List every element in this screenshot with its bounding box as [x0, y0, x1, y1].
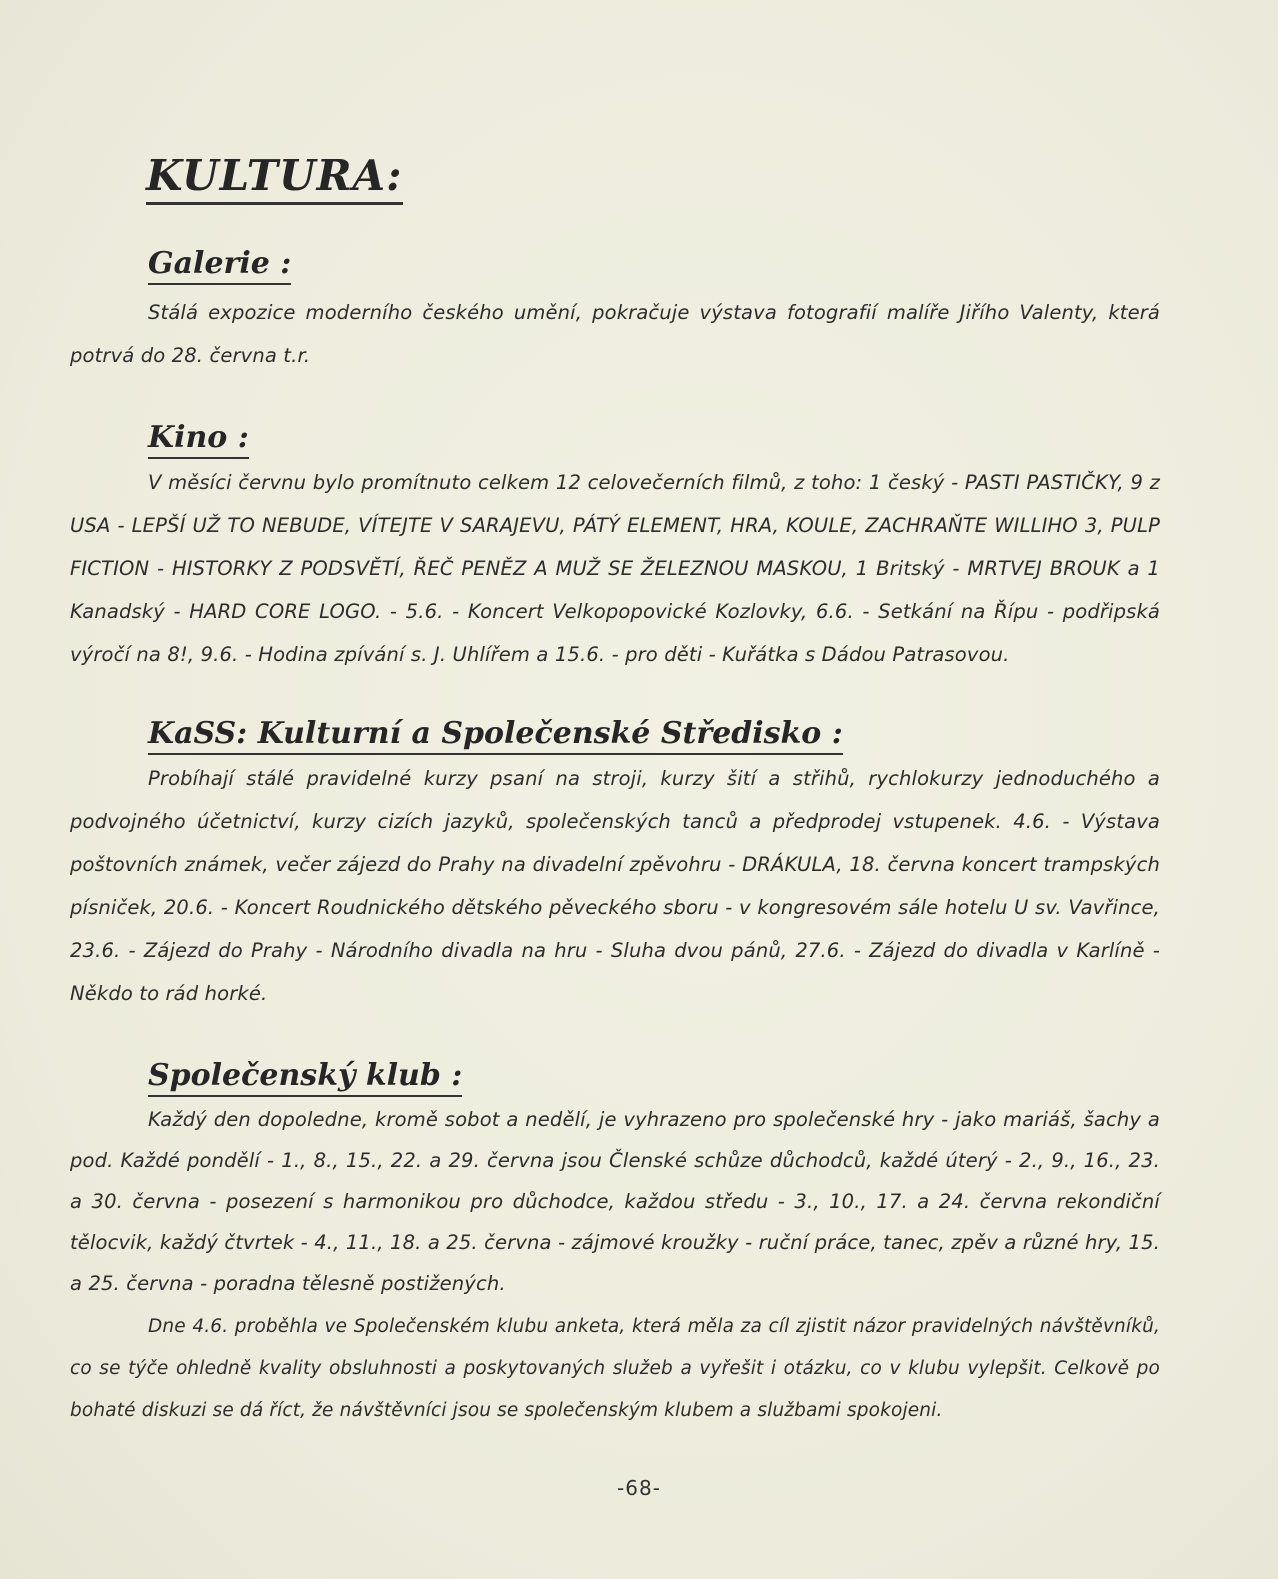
section-heading-galerie: Galerie : [148, 246, 291, 285]
paragraph-klub-anketa: Dne 4.6. proběhla ve Společenském klubu anketa, která měla za cíl zjistit názor pravidelných návštěvníků, co se týče ohledně kvality obsluhnosti a poskytovaných služeb a vyřešit i otázku, co v klubu vylepšit. Celkově po bohaté diskuzi se dá říct, že návštěvníci jsou se společenským klubem a službami spokojeni. [70, 1316, 1160, 1421]
page-title: KULTURA: [146, 152, 403, 205]
section-spolecensky-klub [70, 1058, 1160, 1432]
section-heading-kass: KaSS: Kulturní a Společenské Středisko : [148, 716, 843, 755]
section-galerie [70, 246, 1160, 377]
section-heading-spolecensky-klub: Společenský klub : [148, 1058, 462, 1097]
section-kass [70, 716, 1160, 1015]
paragraph-kino: V měsíci červnu bylo promítnuto celkem 12 celovečerních filmů, z toho: 1 český - PASTI PASTIČKY, 9 z USA - LEPŠÍ UŽ TO NEBUDE, VÍTEJTE V SARAJEVU, PÁTÝ ELEMENT, HRA, KOULE, ZACHRAŇTE WILLIHO 3, PULP FICTION - HISTORKY Z PODSVĚTÍ, ŘEČ PENĚZ A MUŽ SE ŽELEZNOU MASKOU, 1 Britský - MRTVEJ BROUK a 1 Kanadský - HARD CORE LOGO. - 5.6. - Koncert Velkopopovické Kozlovky, 6.6. - Setkání na Řípu - podřipská výročí na 8!, 9.6. - Hodina zpívání s. J. Uhlířem a 15.6. - pro děti - Kuřátka s Dádou Patrasovou. [70, 471, 1160, 666]
paragraph-kass: Probíhají stálé pravidelné kurzy psaní na stroji, kurzy šití a střihů, rychlokurzy jednoduchého a podvojného účetnictví, kurzy cizích jazyků, společenských tanců a předprodej vstupenek. 4.6. - Výstava poštovních známek, večer zájezd do Prahy na divadelní zpěvohru - DRÁKULA, 18. června koncert trampských písniček, 20.6. - Koncert Roudnického dětského pěveckého sboru - v kongresovém sále hotelu U sv. Vavřince, 23.6. - Zájezd do Prahy - Národního divadla na hru - Sluha dvou pánů, 27.6. - Zájezd do divadla v Karlíně - Někdo to rád horké. [70, 767, 1160, 1005]
page-number: -68- [617, 1476, 661, 1500]
section-kino [70, 420, 1160, 676]
paragraph-klub-program: Každý den dopoledne, kromě sobot a nedělí, je vyhrazeno pro společenské hry - jako mariáš, šachy a pod. Každé pondělí - 1., 8., 15., 22. a 29. června jsou Členské schůze důchodců, každé úterý - 2., 9., 16., 23. a 30. června - posezení s harmonikou pro důchodce, každou středu - 3., 10., 17. a 24. června rekondiční tělocvik, každý čtvrtek - 4., 11., 18. a 25. června - zájmové kroužky - ruční práce, tanec, zpěv a různé hry, 15. a 25. června - poradna tělesně postižených. [70, 1108, 1160, 1295]
section-heading-kino: Kino : [148, 420, 249, 459]
paragraph-galerie: Stálá expozice moderního českého umění, pokračuje výstava fotografií malíře Jiřího Valenty, která potrvá do 28. června t.r. [70, 301, 1160, 367]
